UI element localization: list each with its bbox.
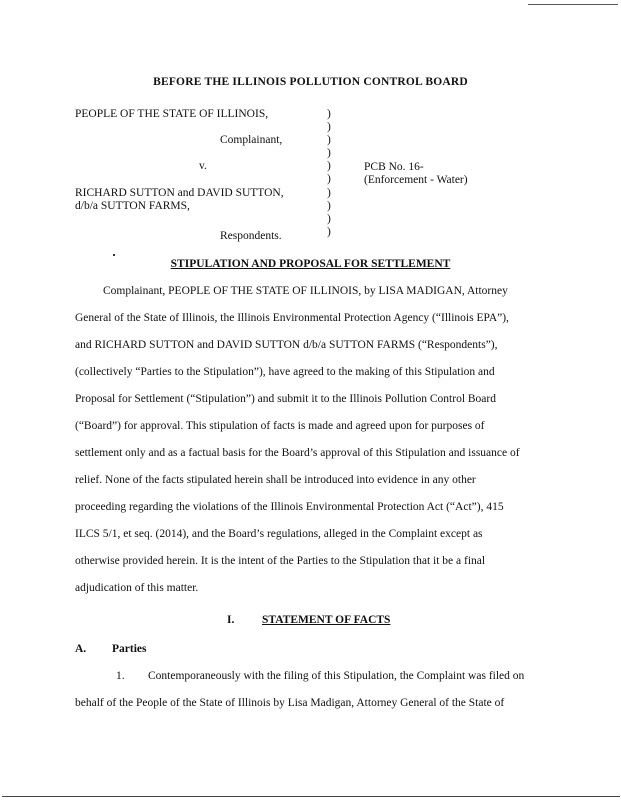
complainant-label: Complainant, bbox=[220, 134, 283, 146]
case-type: (Enforcement - Water) bbox=[364, 174, 468, 186]
scan-edge-line-top bbox=[528, 4, 618, 5]
caption-paren: ) bbox=[327, 121, 331, 134]
paragraph-line: Proposal for Settlement (“Stipulation”) and submit it to the Illinois Pollution Control Board bbox=[75, 393, 496, 405]
section-title: STATEMENT OF FACTS bbox=[262, 614, 391, 626]
scan-edge-line-bottom bbox=[2, 796, 620, 797]
paragraph-line: proceeding regarding the violations of the Illinois Environmental Protection Act (“Act”), 415 bbox=[75, 501, 504, 513]
paragraph-line: (collectively “Parties to the Stipulation”), have agreed to the making of this Stipulation and bbox=[75, 366, 495, 378]
caption-paren: ) bbox=[327, 212, 331, 225]
paragraph-line: relief. None of the facts stipulated herein shall be introduced into evidence in any other bbox=[75, 474, 476, 486]
caption-paren: ) bbox=[327, 173, 331, 186]
pcb-number: PCB No. 16- bbox=[364, 161, 424, 173]
section-number: I. bbox=[227, 614, 235, 626]
caption-paren: ) bbox=[327, 108, 331, 120]
board-heading: BEFORE THE ILLINOIS POLLUTION CONTROL BOARD bbox=[153, 76, 468, 88]
paragraph-line: adjudication of this matter. bbox=[75, 582, 199, 594]
paragraph-line: (“Board”) for approval. This stipulation of facts is made and agreed upon for purposes of bbox=[75, 420, 485, 432]
caption-paren: ) bbox=[327, 134, 331, 147]
paragraph-line: ILCS 5/1, et seq. (2014), and the Board’s regulations, alleged in the Complaint except as bbox=[75, 528, 483, 540]
subsection-title: Parties bbox=[112, 643, 147, 655]
paragraph-line: otherwise provided herein. It is the intent of the Parties to the Stipulation that it be a final bbox=[75, 555, 486, 567]
scan-speck bbox=[113, 254, 115, 256]
paragraph-line: Contemporaneously with the filing of this Stipulation, the Complaint was filed on bbox=[148, 670, 525, 682]
plaintiff-name: PEOPLE OF THE STATE OF ILLINOIS, bbox=[75, 108, 269, 120]
caption-parentheses bbox=[327, 108, 337, 239]
paragraph-line: and RICHARD SUTTON and DAVID SUTTON d/b/a SUTTON FARMS (“Respondents”), bbox=[75, 339, 498, 351]
paragraph-number: 1. bbox=[116, 670, 125, 682]
paragraph-line: behalf of the People of the State of Illinois by Lisa Madigan, Attorney General of the State of bbox=[75, 697, 505, 709]
caption-paren: ) bbox=[327, 160, 331, 173]
paragraph-line: settlement only and as a factual basis for the Board’s approval of this Stipulation and issuance of bbox=[75, 447, 520, 459]
paragraph-line: Complainant, PEOPLE OF THE STATE OF ILLINOIS, by LISA MADIGAN, Attorney bbox=[103, 285, 508, 297]
caption-paren: ) bbox=[327, 147, 331, 160]
document-title: STIPULATION AND PROPOSAL FOR SETTLEMENT bbox=[170, 258, 451, 270]
caption-paren: ) bbox=[327, 199, 331, 212]
versus-label: v. bbox=[199, 160, 207, 172]
caption-paren: ) bbox=[327, 225, 331, 238]
subsection-letter: A. bbox=[75, 643, 87, 655]
defendants-line-2: d/b/a SUTTON FARMS, bbox=[75, 200, 190, 212]
paragraph-line: General of the State of Illinois, the Illinois Environmental Protection Agency (“Illinois EPA”), bbox=[75, 312, 509, 324]
caption-paren: ) bbox=[327, 186, 331, 199]
respondents-label: Respondents. bbox=[220, 230, 282, 242]
defendants-line-1: RICHARD SUTTON and DAVID SUTTON, bbox=[75, 187, 284, 199]
